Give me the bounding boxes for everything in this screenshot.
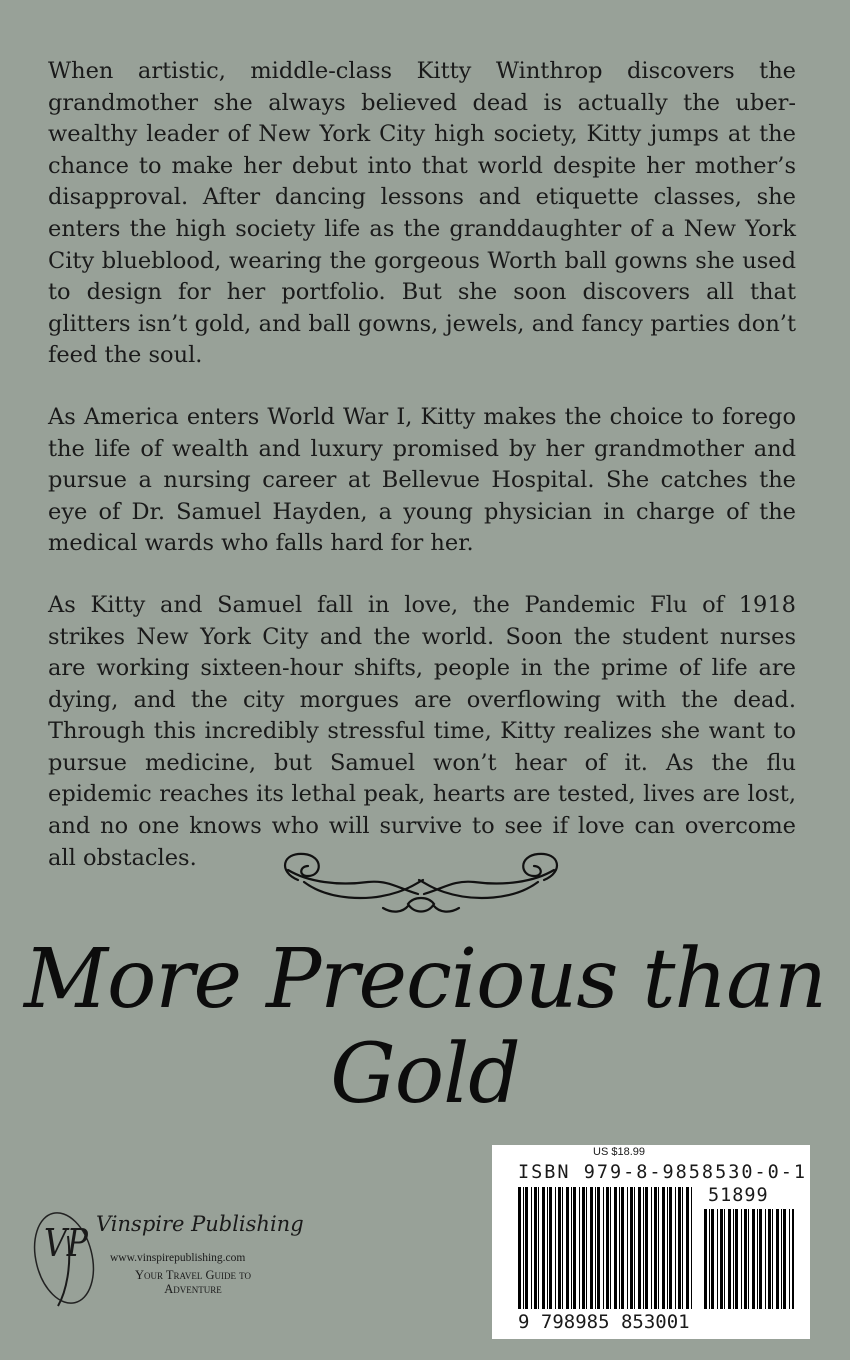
barcode-bar [686, 1187, 689, 1309]
barcode-bar [720, 1209, 723, 1309]
barcode-bar [518, 1187, 521, 1309]
book-title: More Precious than Gold [24, 932, 826, 1122]
barcode-bar [573, 1187, 576, 1309]
barcode-bar [547, 1187, 548, 1309]
price-code-label: 51899 [708, 1185, 769, 1206]
barcode-bar [619, 1187, 620, 1309]
barcode-bar [783, 1209, 786, 1309]
publisher-name: Vinspire Publishing [96, 1212, 304, 1236]
barcode-bar [651, 1187, 652, 1309]
monogram-letter-v: VP [44, 1221, 90, 1265]
barcode-bar [634, 1187, 635, 1309]
barcode-bar [682, 1187, 683, 1309]
barcode-bar [759, 1209, 762, 1309]
barcode-bar [654, 1187, 657, 1309]
barcode-bar [735, 1209, 738, 1309]
barcode-bar [704, 1209, 707, 1309]
barcode-bar [768, 1209, 771, 1309]
barcode-bar [534, 1187, 537, 1309]
barcode-bar [717, 1209, 718, 1309]
barcode-bar [630, 1187, 633, 1309]
barcode-bar [711, 1209, 714, 1309]
barcode-bar [772, 1209, 773, 1309]
barcode-bar [757, 1209, 758, 1309]
barcode-bar [558, 1187, 561, 1309]
publisher-tagline: Your Travel Guide to Adventure [134, 1268, 251, 1296]
barcode-bar [562, 1187, 563, 1309]
barcode-bar [724, 1209, 725, 1309]
barcode-bar [531, 1187, 532, 1309]
barcode-bar [741, 1209, 742, 1309]
barcode-panel [492, 1145, 810, 1339]
barcode-bar [776, 1209, 779, 1309]
barcode-bar [792, 1209, 794, 1309]
barcode-bar [627, 1187, 628, 1309]
barcode-bar [765, 1209, 766, 1309]
barcode-bar [597, 1187, 600, 1309]
barcode-bar [610, 1187, 611, 1309]
isbn-label: ISBN 979-8-9858530-0-1 [518, 1162, 808, 1183]
barcode-bar [669, 1187, 672, 1309]
publisher-block [30, 1206, 310, 1316]
barcode-bar [709, 1209, 710, 1309]
barcode-bar [789, 1209, 790, 1309]
barcode-bar [523, 1187, 524, 1309]
barcode-bar [525, 1187, 528, 1309]
barcode-bar [691, 1187, 692, 1309]
publisher-url: www.vinspirepublishing.com [110, 1252, 246, 1264]
barcode-bar [538, 1187, 539, 1309]
blurb-paragraph-3: As Kitty and Samuel fall in love, the Pandemic Flu of 1918 strikes New York City and the world. Soon the student nurses are working sixteen-hour shifts, people in the prime of life are dying, and the city morgues are overflowing with the dead. Through this incredibly stressful time, Kitty realizes she want to pursue medicine, but Samuel won’t hear of it. As the flu epidemic reaches its lethal peak, hearts are tested, lives are lost, and no one knows who will survive to see if love can overcome all obstacles. [48, 591, 796, 871]
barcode-bar [579, 1187, 580, 1309]
scroll-ornament-icon [268, 842, 574, 918]
barcode-bar [582, 1187, 585, 1309]
barcode-bar [586, 1187, 587, 1309]
barcode-bar [606, 1187, 609, 1309]
barcode-bar [667, 1187, 668, 1309]
back-cover-blurb [48, 56, 796, 904]
barcode-bar [595, 1187, 596, 1309]
barcode-bar [643, 1187, 644, 1309]
barcode-bar [728, 1209, 731, 1309]
barcode-bar [614, 1187, 617, 1309]
barcode-bar [645, 1187, 648, 1309]
barcode-bar [678, 1187, 681, 1309]
price-label: US $18.99 [593, 1146, 645, 1158]
barcode-bar [603, 1187, 604, 1309]
barcode-bar [590, 1187, 593, 1309]
barcode-bar [566, 1187, 569, 1309]
barcode-bar [555, 1187, 556, 1309]
barcode-bar [542, 1187, 545, 1309]
barcode-bar [638, 1187, 641, 1309]
barcode-bar [658, 1187, 659, 1309]
barcode-bar [662, 1187, 665, 1309]
barcode-bar [675, 1187, 676, 1309]
barcode-bar [781, 1209, 782, 1309]
blurb-paragraph-1: When artistic, middle-class Kitty Winthrop discovers the grandmother she always believed dead is actually the uber-wealthy leader of New York City high society, Kitty jumps at the chance to make her debut into that world despite her mother’s disapproval. After dancing lessons and etiquette classes, she enters the high society life as the granddaughter of a New York City blueblood, wearing the gorgeous Worth ball gowns she used to design for her portfolio. But she soon discovers all that glitters isn’t gold, and ball gowns, jewels, and fancy parties don’t feed the soul. [48, 58, 796, 369]
barcode-bar [549, 1187, 552, 1309]
blurb-paragraph-2: As America enters World War I, Kitty makes the choice to forego the life of wealth and luxury promised by her grandmother and pursue a nursing career at Bellevue Hospital. She catches the eye of Dr. Samuel Hayden, a young physician in charge of the medical wards who falls hard for her. [48, 403, 796, 557]
vinspire-monogram-icon [30, 1206, 100, 1316]
ean-digits: 9 798985 853001 [518, 1311, 690, 1333]
barcode-bars [492, 1145, 810, 1339]
barcode-bar [744, 1209, 747, 1309]
barcode-bar [752, 1209, 755, 1309]
barcode-bar [733, 1209, 734, 1309]
barcode-bar [748, 1209, 749, 1309]
barcode-bar [621, 1187, 624, 1309]
barcode-bar [571, 1187, 572, 1309]
